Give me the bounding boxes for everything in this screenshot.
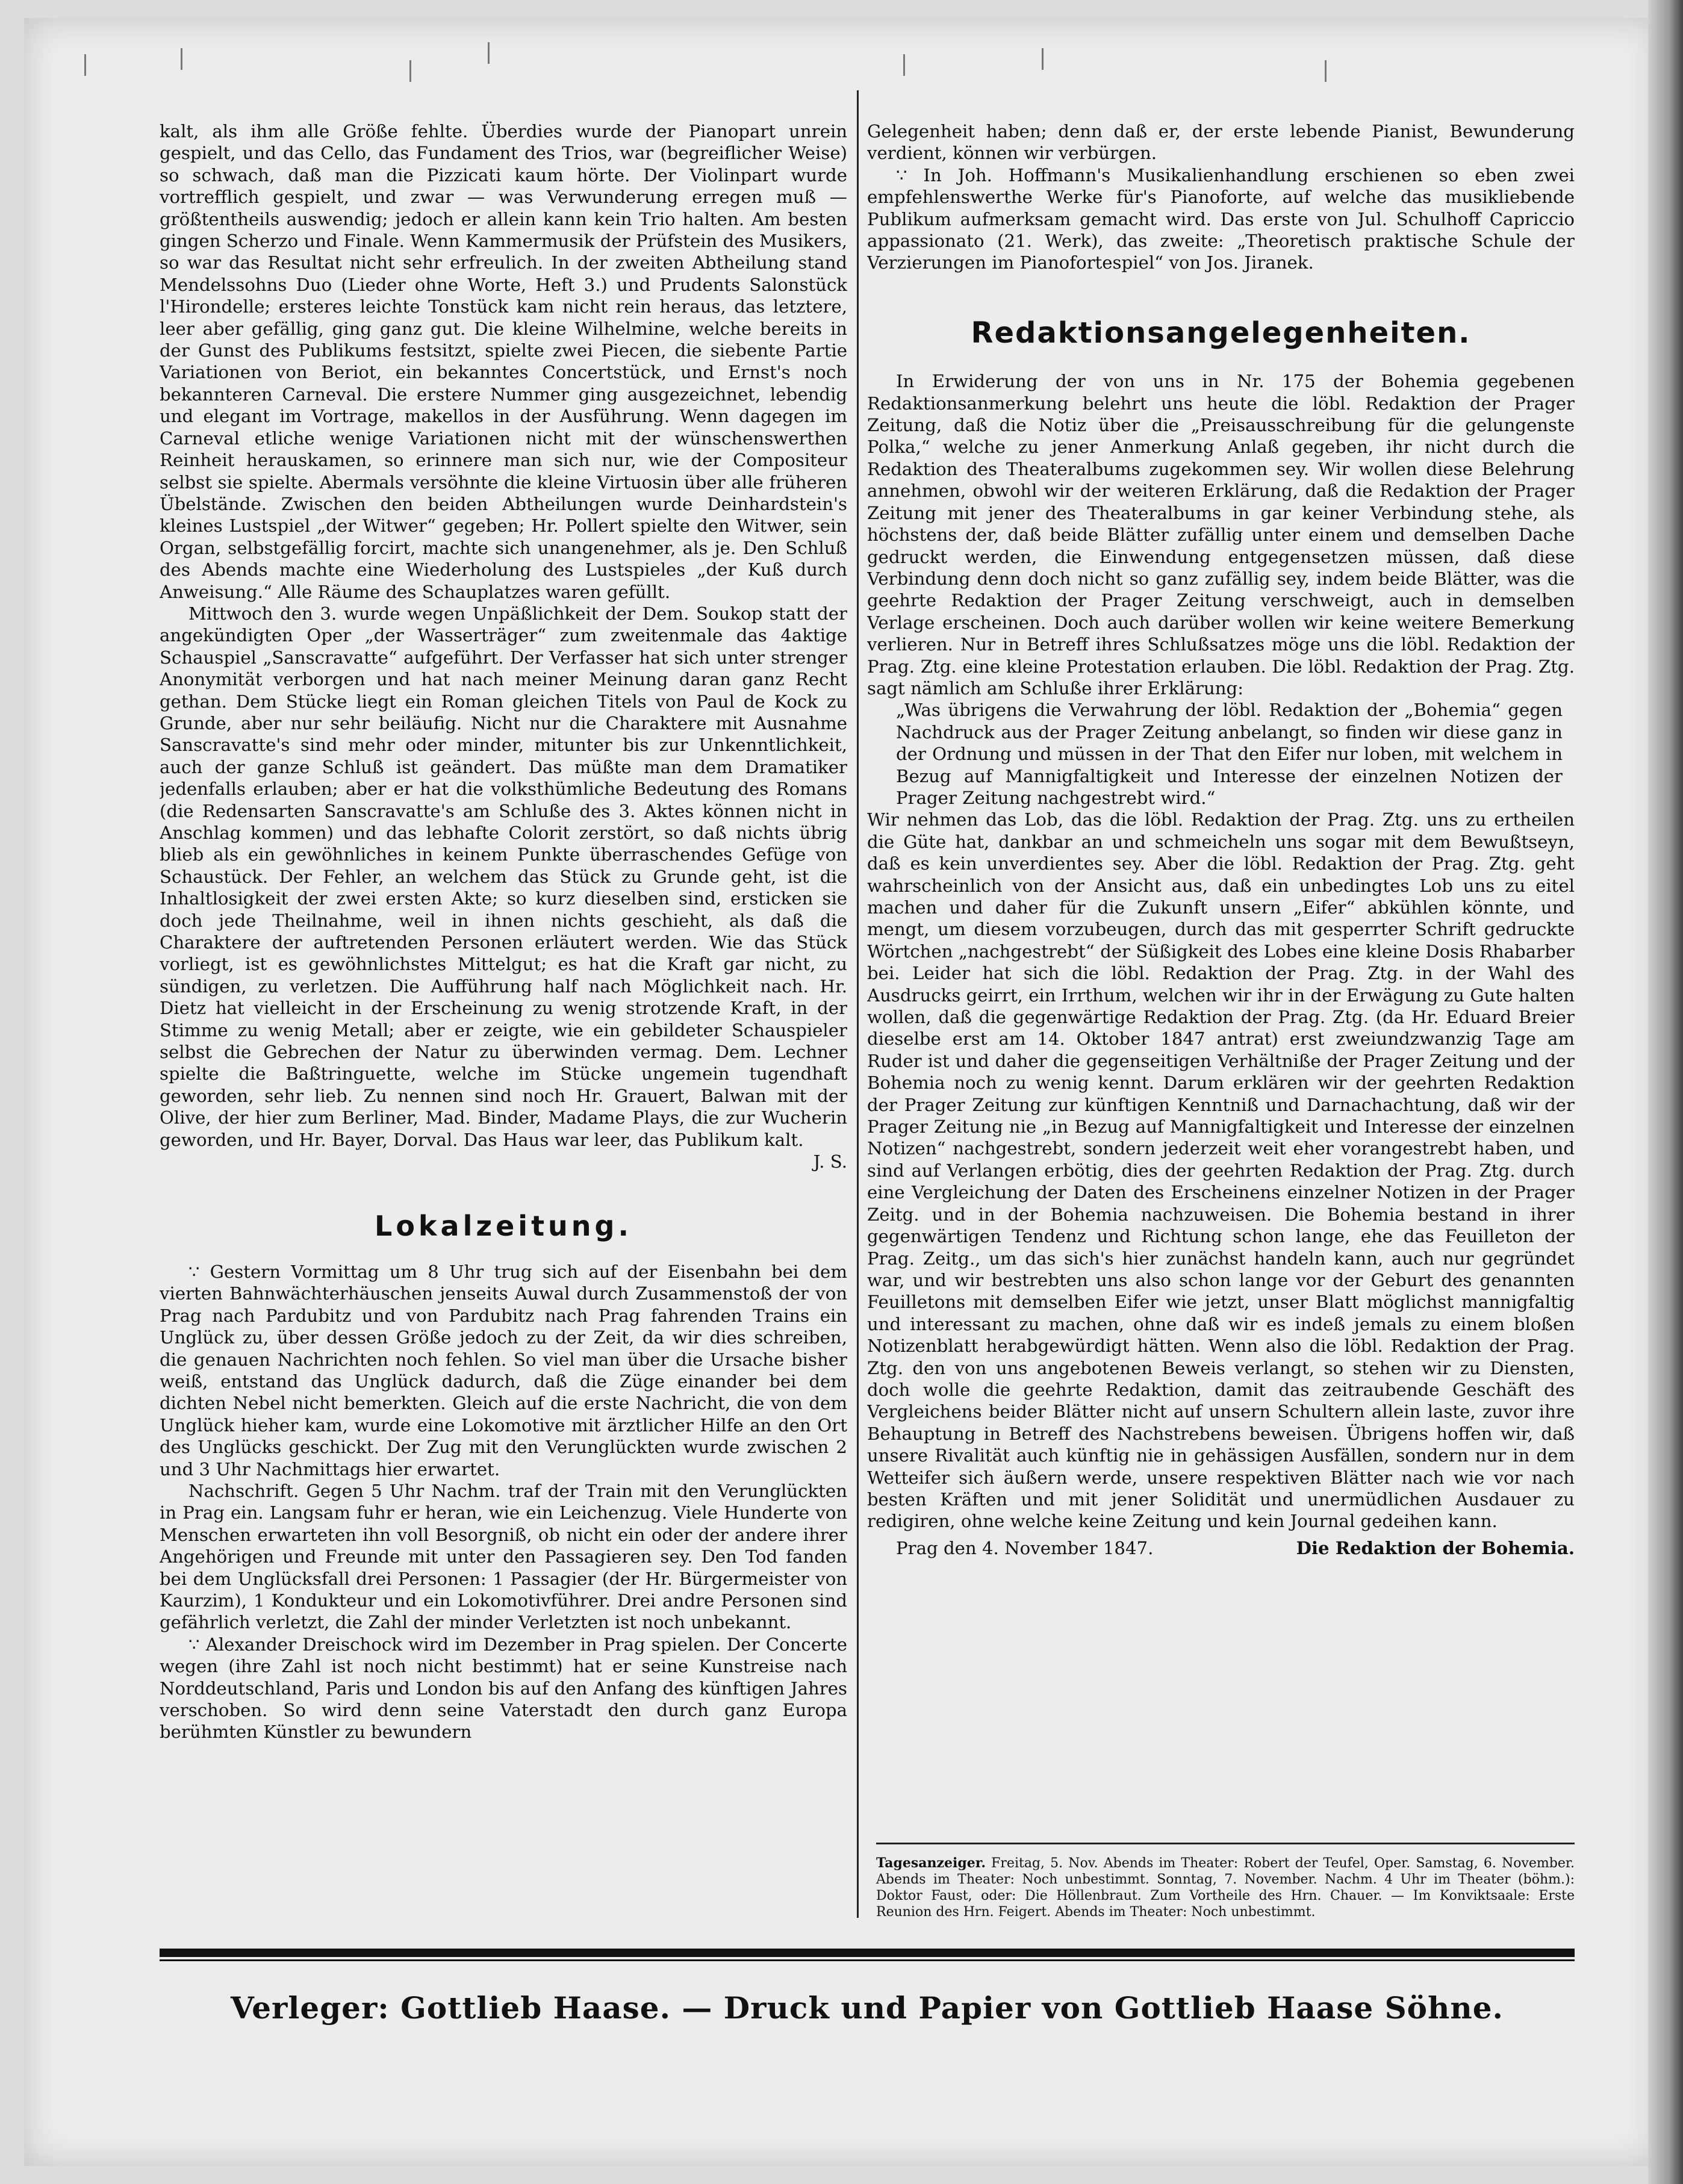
left-column — [160, 120, 847, 1794]
news-item-dreischock: ∵ Alexander Dreischock wird im Dezember in Prag spielen. Der Concerte wegen (ihre Zahl ist noch nicht bestimmt) hat er seine Kunstreise nach Norddeutschland, Paris und London bis auf den Anfang des künftigen Jahres verschoben. So wird denn seine Vaterstadt den durch ganz Europa berühmten Künstler zu bewundern — [160, 1634, 847, 1743]
quoted-statement — [867, 699, 1575, 809]
review-signature: J. S. — [813, 1151, 847, 1172]
quoted-statement-text: „Was übrigens die Verwahrung der löbl. Redaktion der „Bohemia“ gegen Nachdruck aus der Prager Zeitung anbelangt, so finden wir diese ganz in der Ordnung und müssen in der That den Eifer nur loben, mit welchem in Bezug auf Mannigfaltigkeit und Interesse der einzelnen Notizen der Prager Zeitung nachgestrebt wird.“ — [896, 700, 1563, 808]
tagesanzeiger-label: Tagesanzeiger. — [876, 1855, 986, 1871]
publisher-imprint: Verleger: Gottlieb Haase. — Druck und Papier von Gottlieb Haase Söhne. — [231, 1990, 1504, 2026]
news-item-postscript: Nachschrift. Gegen 5 Uhr Nachm. traf der Train mit den Verunglückten in Prag ein. Langsam fuhr er heran, wie ein Leichenzug. Viele Hunderte von Menschen erwarteten ihn voll Besorgniß, ob nicht ein oder der andere ihrer Angehörigen und Freunde mit unter den Passagieren sey. Den Tod fanden bei dem Unglücksfall drei Personen: 1 Passagier (der Hr. Bürgermeister von Kaurzim), 1 Kondukteur und ein Lokomotivführer. Drei andre Personen sind gefährlich verletzt, die Zahl der minder Verletzten ist noch unbekannt. — [160, 1480, 847, 1633]
section-heading-redaktion: Redaktionsangelegenheiten. — [971, 316, 1471, 350]
scan-artifacts — [72, 36, 1457, 108]
article-theater-review: Mittwoch den 3. wurde wegen Unpäßlichkeit der Dem. Soukop statt der angekündigten Oper „der Wasserträger“ zum zweitenmale das 4aktige Schauspiel „Sanscravatte“ aufgeführt. Der Verfasser hat sich unter strenger Anonymität verborgen und hat nach meiner Meinung daran ganz Recht gethan. Dem Stücke liegt ein Roman gleichen Titels von Paul de Kock zu Grunde, aber nur sehr beiläufig. Nicht nur die Charaktere mit Ausnahme Sanscravatte's sind mehr oder minder, mitunter bis zur Unkenntlichkeit, auch der ganze Schluß ist geändert. Das müßte man dem Dramatiker jedenfalls erlauben; aber er hat die volksthümliche Bedeutung des Romans (die Redensarten Sanscravatte's am Schluße des 3. Aktes können nicht in Anschlag kommen) und das lebhafte Colorit zerstört, so daß nichts übrig blieb als ein gewöhnliches in keinem Punkte überraschendes Gefüge von Schaustück. Der Fehler, an welchem das Stück zu Grunde geht, ist die Inhaltlosigkeit der zwei ersten Akte; so kurz dieselben sind, ersticken sie doch jede Theilnahme, weil in ihnen nichts geschieht, als daß die Charaktere der auftretenden Personen erläutert werden. Wie das Stück vorliegt, ist es gewöhnlichstes Mittelgut; es hat die Kraft gar nicht, zu sündigen, zu verletzen. Die Aufführung half nach Möglichkeit nach. Hr. Dietz hat vielleicht in der Erscheinung zu wenig strotzende Kraft, in der Stimme zu wenig Metall; aber er zeigte, wie ein gebildeter Schauspieler selbst die Gebrechen der Natur zu überwinden vermag. Dem. Lechner spielte die Baßtringuette, welche im Stücke ungemein tugendhaft geworden, sehr lieb. Zu nennen sind noch Hr. Grauert, Balwan mit der Olive, der hier zum Berliner, Mad. Binder, Madame Plays, die zur Wucherin geworden, und Hr. Bayer, Dorval. Das Haus war leer, das Publikum kalt. — [160, 603, 847, 1150]
page-edge-shadow — [1648, 0, 1683, 2184]
redaktion-body: Wir nehmen das Lob, das die löbl. Redaktion der Prag. Ztg. uns zu ertheilen die Güte hat, dankbar an und schmeicheln uns sogar mit dem Bewußtseyn, daß es kein unverdientes sey. Aber die löbl. Redaktion der Prag. Ztg. geht wahrscheinlich von der Ansicht aus, daß ein unbedingtes Lob uns zu eitel machen und daher für die Zukunft unsern „Eifer“ abkühlen könnte, und mengt, um diesem vorzubeugen, durch das mit gesperrter Schrift gedruckte Wörtchen „nachgestrebt“ der Süßigkeit des Lobes eine kleine Dosis Rhabarber bei. Leider hat sich die löbl. Redaktion der Prag. Ztg. in der Wahl des Ausdrucks geirrt, ein Irrthum, welchen wir ihr in der Erwägung zu Gute halten wollen, daß die gegenwärtige Redaktion der Prag. Ztg. (da Hr. Eduard Breier dieselbe erst am 14. Oktober 1847 antrat) erst zweiundzwanzig Tage am Ruder ist und daher die gegenseitigen Verhältniße der Prager Zeitung und der Bohemia noch zu wenig kennt. Darum erklären wir der geehrten Redaktion der Prager Zeitung zur künftigen Kenntniß und Darnachachtung, daß wir der Prager Zeitung nie „in Bezug auf Mannigfaltigkeit und Interesse der einzelnen Notizen“ nachgestrebt, sondern jederzeit weit eher vorangestrebt haben, und sind auf Verlangen erbötig, dies der geehrten Redaktion der Prag. Ztg. durch eine Vergleichung der Daten des Erscheinens einzelner Notizen in der Prager Zeitg. und in der Bohemia nachzuweisen. Die Bohemia bestand in ihrer gegenwärtigen Tendenz und Richtung schon lange, ehe das Feuilleton der Prag. Zeitg., um das sich's hier zunächst handeln kann, auch nur gegründet war, und wir bestrebten uns also schon lange vor der Geburt des genannten Feuilletons mit demselben Eifer wie jetzt, unser Blatt möglichst mannigfaltig und interessant zu machen, ohne daß wir es indeß jemals zu einem bloßen Notizenblatt herabgewürdigt hätten. Wenn also die löbl. Redaktion der Prag. Ztg. den von uns angebotenen Beweis verlangt, so stehen wir zu Diensten, doch wolle die geehrte Redaktion, damit das zeitraubende Geschäft des Vergleichens beider Blätter nicht auf unsern Schultern allein laste, zuvor ihre Behauptung in Betreff des Nachstrebens beweisen. Übrigens hoffen wir, daß unsere Rivalität auch künftig nie in gehässigen Ausfällen, sondern nur in dem Wetteifer sich äußern werde, unsere respektiven Blätter nach wie vor nach besten Kräften und mit jener Solidität und unermüdlichen Ausdauer zu redigiren, ohne welche keine Zeitung und kein Journal gedeihen kann. — [867, 809, 1575, 1532]
right-column — [867, 120, 1575, 1794]
news-item-hoffmann-music: ∵ In Joh. Hoffmann's Musikalienhandlung erschienen so eben zwei empfehlenswerthe Werke für's Pianoforte, auf welche das musikliebende Publikum aufmerksam gemacht wird. Das erste von Jul. Schulhoff Capriccio appassionato (21. Werk), das zweite: „Theoretisch praktische Schule der Verzierungen im Pianofortespiel“ von Jos. Jiranek. — [867, 164, 1575, 273]
continued-text: Gelegenheit haben; denn daß er, der erste lebende Pianist, Bewunderung verdient, können wir verbürgen. — [867, 121, 1575, 164]
date-line: Prag den 4. November 1847. — [896, 1537, 1154, 1558]
article-music-review: kalt, als ihm alle Größe fehlte. Überdies wurde der Pianopart unrein gespielt, und das Cello, das Fundament des Trios, war (begreiflicher Weise) so schwach, daß man die Pizzicati kaum hörte. Der Violinpart wurde vortrefflich gespielt, und zwar — was Verwunderung erregen muß — größtentheils auswendig; jedoch er allein kann kein Trio halten. Am besten gingen Scherzo und Finale. Wenn Kammermusik der Prüfstein des Musikers, so war das Resultat nicht sehr erfreulich. In der zweiten Abtheilung stand Mendelssohns Duo (Lieder ohne Worte, Heft 3.) und Prudents Salonstück l'Hirondelle; ersteres leichte Tonstück kam nicht rein heraus, das letztere, leer aber gefällig, ging ganz gut. Die kleine Wilhelmine, welche bereits in der Gunst des Publikums festsitzt, spielte zwei Piecen, die siebente Partie Variationen von Beriot, ein bekanntes Concertstück, und Ernst's noch bekannteren Carneval. Die erstere Nummer ging ausgezeichnet, lebendig und elegant im Vortrage, makellos in der Ausführung. Wenn dagegen im Carneval etliche wenige Variationen nicht mit der wünschenswerthen Reinheit herauskamen, so erinnere man sich nur, wie der Compositeur selbst sie spielte. Abermals versöhnte die kleine Virtuosin über alle früheren Übelstände. Zwischen den beiden Abtheilungen wurde Deinhardstein's kleines Lustspiel „der Witwer“ gegeben; Hr. Pollert spielte den Witwer, sein Organ, selbstgefällig forcirt, machte sich unangenehmer, als je. Den Schluß des Abends machte eine Wiederholung des Lustspieles „der Kuß durch Anweisung.“ Alle Räume des Schauplatzes waren gefüllt. — [160, 121, 847, 602]
news-item-railway-accident: ∵ Gestern Vormittag um 8 Uhr trug sich auf der Eisenbahn bei dem vierten Bahnwächterhäuschen jenseits Auwal durch Zusammenstoß der von Prag nach Pardubitz und von Pardubitz nach Prag fahrenden Trains ein Unglück zu, über dessen Größe jedoch zu der Zeit, da wir dies schreiben, die genauen Nachrichten noch fehlen. So viel man über die Ursache bisher weiß, entstand das Unglück dadurch, daß die Züge einander bei dem dichten Nebel nicht bemerkten. Gleich auf die erste Nachricht, die von dem Unglück hieher kam, wurde eine Lokomotive mit ärztlicher Hilfe an den Ort des Unglücks geschickt. Der Zug mit den Verunglückten wurde zwischen 2 und 3 Uhr Nachmittags hier erwartet. — [160, 1261, 847, 1479]
tagesanzeiger-box — [876, 1843, 1575, 1920]
footer-rule-thick — [160, 1949, 1575, 1957]
closing-line — [867, 1537, 1575, 1559]
section-heading-lokalzeitung: Lokalzeitung. — [375, 1209, 632, 1242]
tagesanzeiger-text: Freitag, 5. Nov. Abends im Theater: Robert der Teufel, Oper. Samstag, 6. November. Abends im Theater: Noch unbestimmt. Sonntag, 7. November. Nachm. 4 Uhr im Theater (böhm.): Doktor Faust, oder: Die Höllenbraut. Zum Vortheile des Hrn. Chauer. — Im Konviktsaale: Erste Reunion des Hrn. Feigert. Abends im Theater: Noch unbestimmt. — [876, 1856, 1575, 1920]
redaktion-intro: In Erwiderung der von uns in Nr. 175 der Bohemia gegebenen Redaktionsanmerkung belehrt uns heute die löbl. Redaktion der Prager Zeitung, daß die Notiz über die „Preisausschreibung für die gelungenste Polka,“ welche zu jener Anmerkung Anlaß gegeben, ihr nicht durch die Redaktion des Theateralbums zugekommen sey. Wir wollen diese Belehrung annehmen, obwohl wir der weiteren Erklärung, daß die Redaktion der Prager Zeitung mit jener des Theateralbums in gar keiner Verbindung stehe, als höchstens der, daß beide Blätter zufällig unter einem und demselben Dache gedruckt werden, die Einwendung entgegensetzen müssen, daß diese Verbindung denn doch nicht so ganz zufällig sey, indem beide Blätter, was die geehrte Redaktion der Prager Zeitung verschweigt, auch in demselben Verlage erscheinen. Doch auch darüber wollen wir keine weitere Bemerkung verlieren. Nur in Betreff ihres Schlußsatzes möge uns die löbl. Redaktion der Prag. Ztg. eine kleine Protestation erlauben. Die löbl. Redaktion der Prag. Ztg. sagt nämlich am Schluße ihrer Erklärung: — [867, 371, 1575, 698]
footer-rule-thin — [160, 1959, 1575, 1961]
column-divider — [857, 90, 859, 1918]
editorial-signature: Die Redaktion der Bohemia. — [1296, 1537, 1575, 1558]
